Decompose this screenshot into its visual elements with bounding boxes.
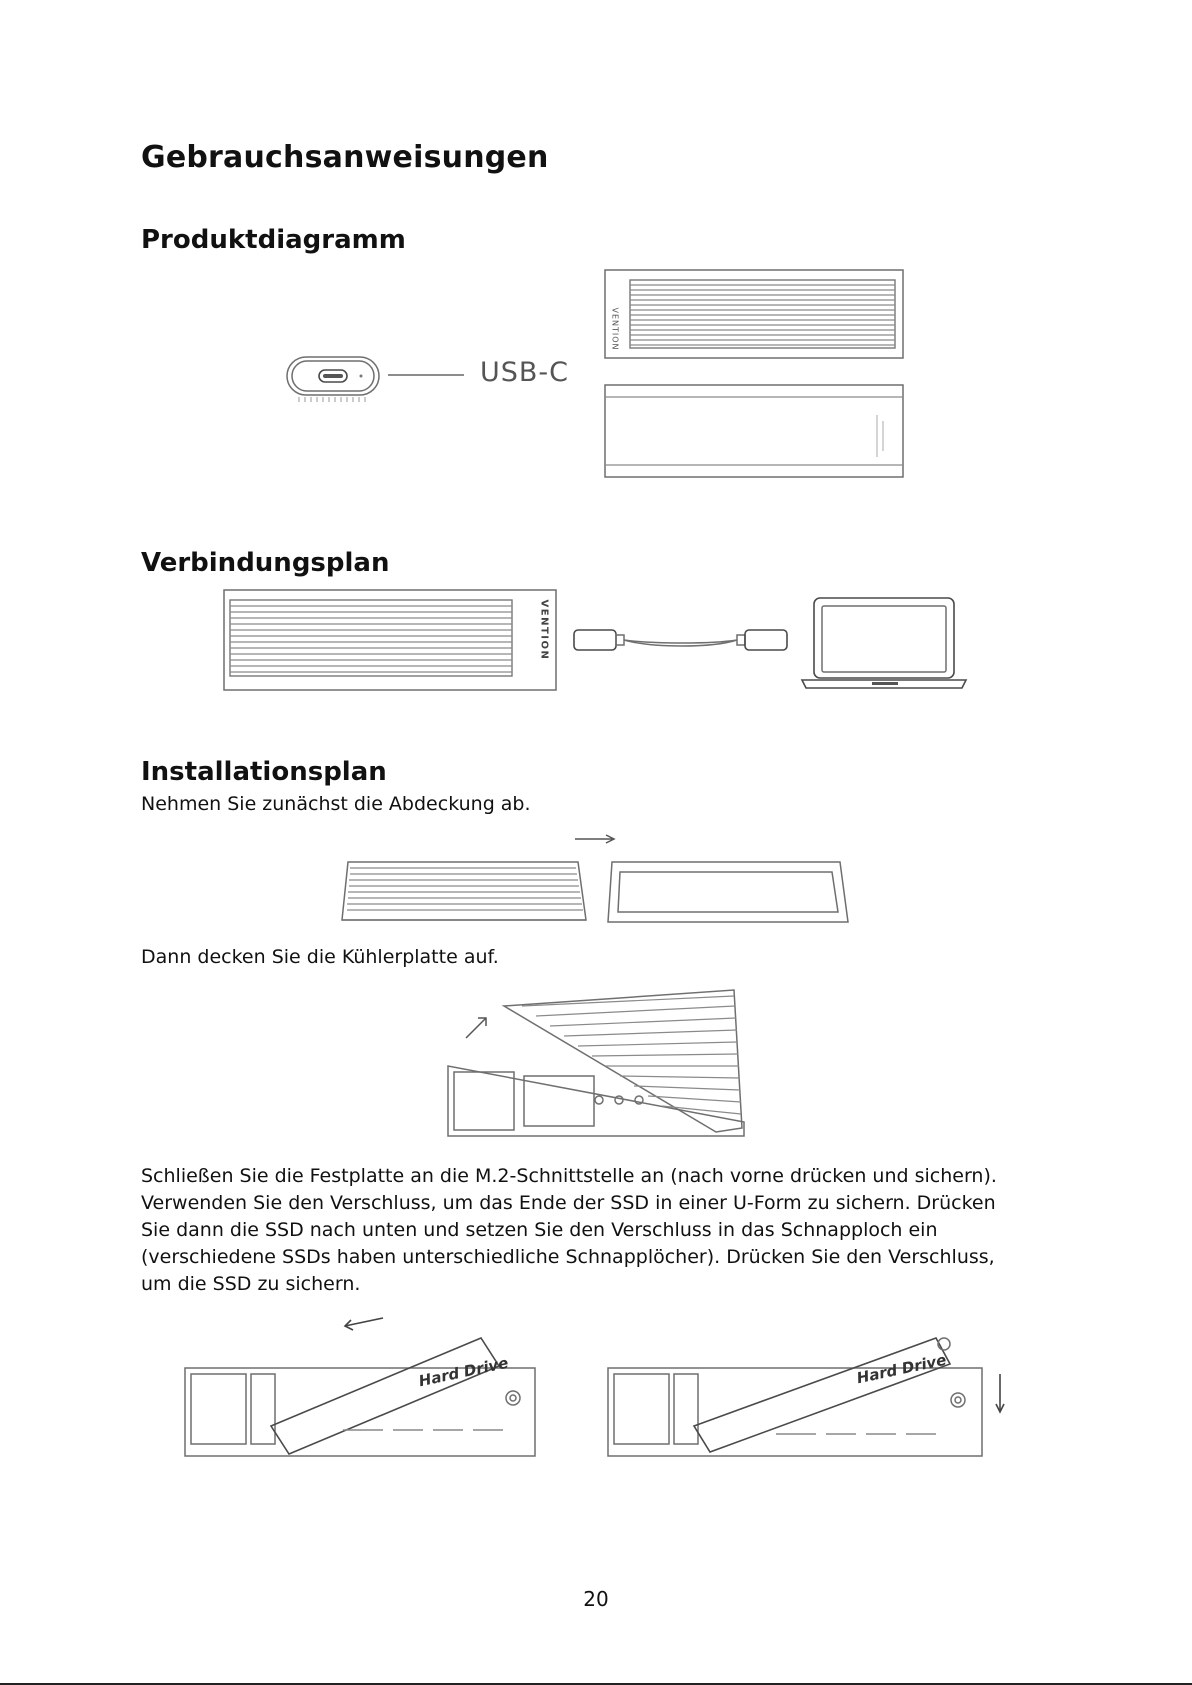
section-heading-connection: Verbindungsplan (141, 548, 390, 578)
enclosure-bottom-view (605, 385, 905, 480)
section-heading-product: Produktdiagramm (141, 225, 406, 255)
laptop-icon (800, 596, 972, 692)
brand-mark: VENTION (538, 599, 550, 661)
heatsink-lift-drawing (444, 988, 749, 1140)
step3-line: (verschiedene SSDs haben unterschiedliche Schnapplöcher). Drücken Sie den Verschluss, (141, 1246, 995, 1268)
ssd-label: Hard Drive (417, 1353, 510, 1391)
step3-line: Verwenden Sie den Verschluss, um das Ende der SSD in einer U-Form zu sichern. Drücken (141, 1192, 996, 1214)
step2-illustration (444, 988, 749, 1140)
install-step-1: Nehmen Sie zunächst die Abdeckung ab. (141, 793, 531, 815)
ssd-insert-illustration (183, 1318, 543, 1458)
step3-line: Schließen Sie die Festplatte an die M.2-Schnittstelle an (nach vorne drücken und sichern). (141, 1165, 997, 1187)
page-number: 20 (583, 1587, 609, 1611)
usb-c-label: USB-C (480, 357, 570, 388)
page-title: Gebrauchsanweisungen (141, 140, 549, 175)
ssd-secure-illustration (606, 1318, 1006, 1458)
install-step-3 (141, 1163, 1061, 1298)
enclosure-top-view (605, 270, 905, 360)
cable-icon (572, 626, 812, 656)
ssd-insert-drawing (183, 1318, 543, 1458)
ssd-secure-drawing (606, 1318, 1006, 1458)
brand-mark: VENTION (610, 307, 620, 351)
section-heading-install: Installationsplan (141, 757, 387, 787)
step1-illustration (340, 832, 850, 928)
product-diagram (280, 265, 910, 485)
label-leader-line (388, 373, 468, 377)
enclosure-icon (224, 590, 559, 692)
usb-c-port-icon (285, 355, 385, 405)
step3-line: Sie dann die SSD nach unten und setzen Sie den Verschluss in das Schnapploch ein (141, 1219, 938, 1241)
ssd-label: Hard Drive (855, 1350, 948, 1388)
connection-diagram (222, 588, 972, 698)
cover-removal-drawing (340, 832, 850, 928)
install-step-2: Dann decken Sie die Kühlerplatte auf. (141, 946, 499, 968)
step3-line: um die SSD zu sichern. (141, 1273, 361, 1295)
